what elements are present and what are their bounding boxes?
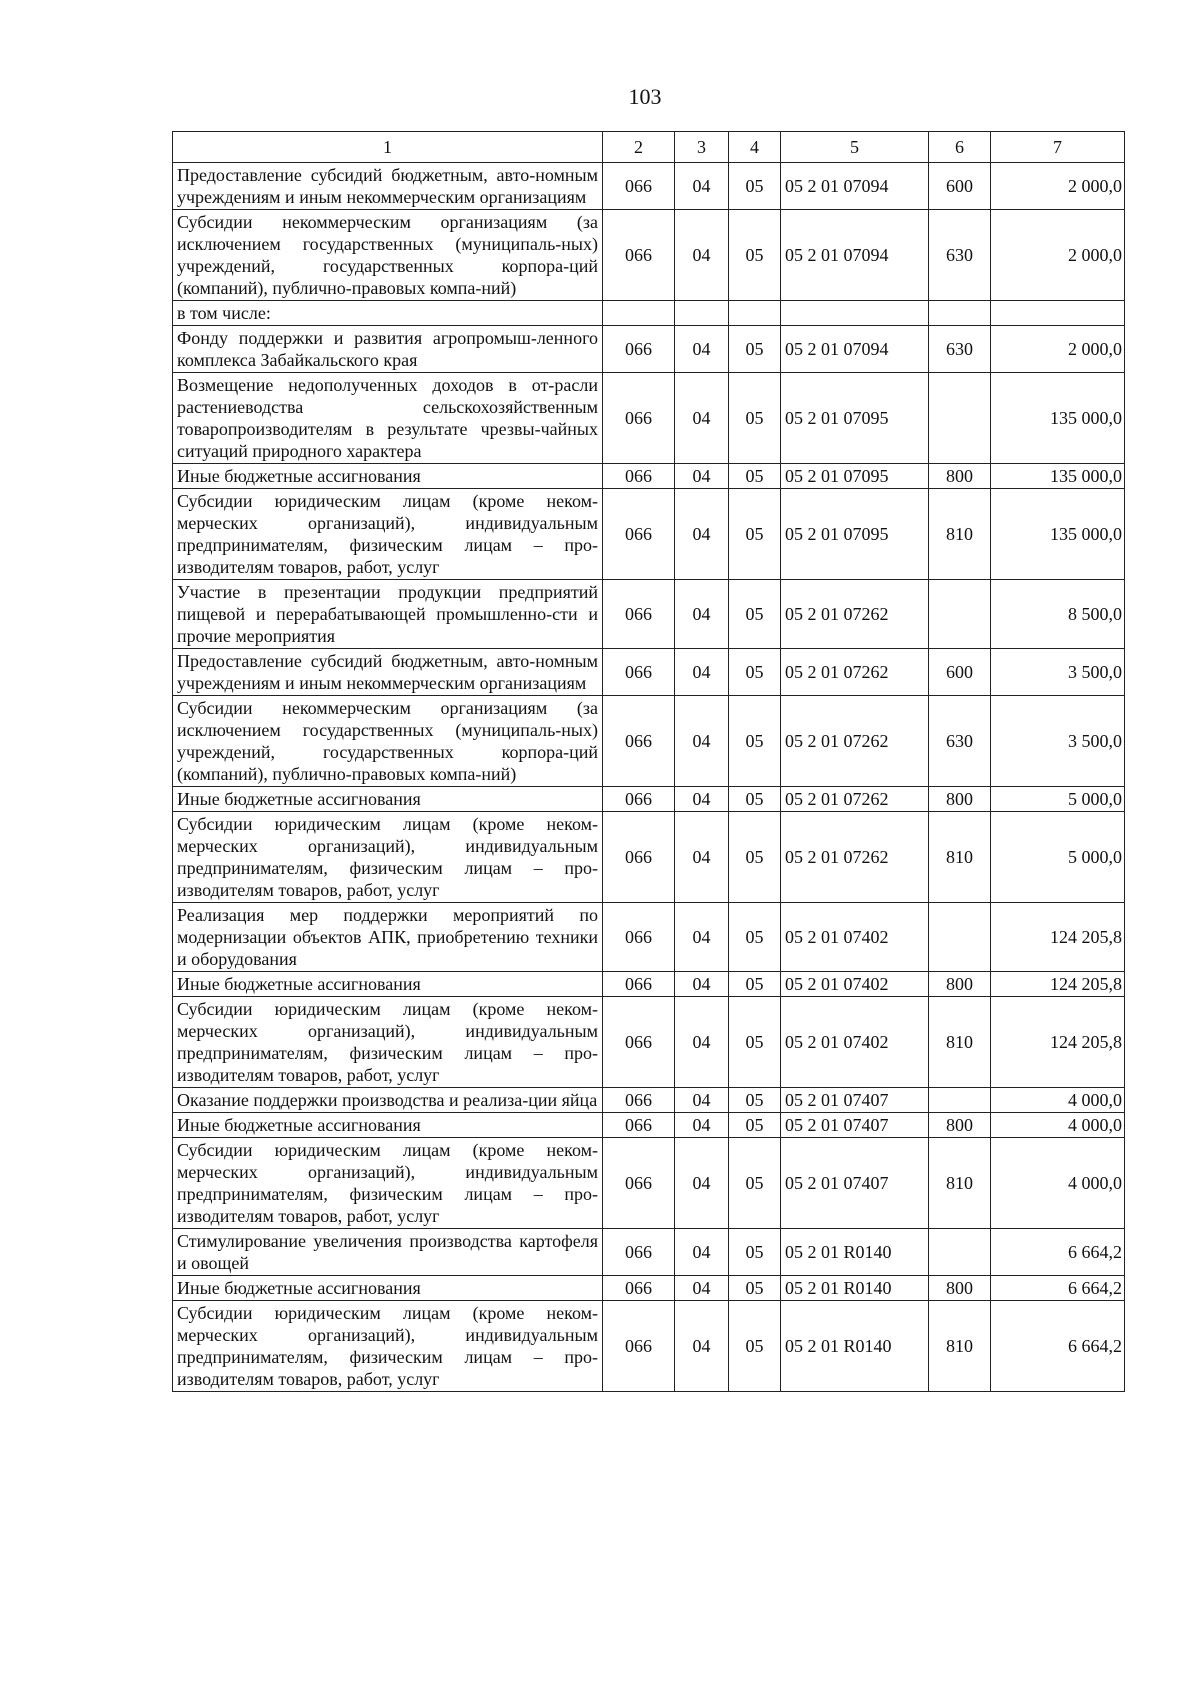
admin-code-cell: 066 (603, 787, 675, 812)
amount-cell: 6 664,2 (991, 1276, 1125, 1301)
row-name-cell: Иные бюджетные ассигнования (173, 1276, 603, 1301)
row-name-cell: в том числе: (173, 301, 603, 326)
header-cell: 7 (991, 132, 1125, 163)
admin-code-cell: 066 (603, 1276, 675, 1301)
expense-type-cell: 800 (929, 1113, 991, 1138)
subsection-cell: 05 (729, 373, 781, 464)
row-name-cell: Субсидии юридическим лицам (кроме неком-мерческих организаций), индивидуальным предпринимателям, физическим лицам – про-изводителям товаров, работ, услуг (173, 1301, 603, 1392)
expense-type-cell: 810 (929, 1301, 991, 1392)
subsection-cell: 05 (729, 1229, 781, 1276)
section-cell: 04 (675, 787, 729, 812)
amount-cell: 4 000,0 (991, 1088, 1125, 1113)
target-article-cell: 05 2 01 07407 (781, 1088, 929, 1113)
amount-cell: 124 205,8 (991, 972, 1125, 997)
subsection-cell: 05 (729, 972, 781, 997)
table-row (173, 1301, 1125, 1392)
section-cell: 04 (675, 580, 729, 649)
row-name-cell: Субсидии юридическим лицам (кроме неком-мерческих организаций), индивидуальным предпринимателям, физическим лицам – про-изводителям товаров, работ, услуг (173, 1138, 603, 1229)
amount-cell: 3 500,0 (991, 649, 1125, 696)
expense-type-cell: 810 (929, 997, 991, 1088)
section-cell: 04 (675, 1088, 729, 1113)
header-cell: 3 (675, 132, 729, 163)
subsection-cell: 05 (729, 696, 781, 787)
expense-type-cell (929, 903, 991, 972)
admin-code-cell: 066 (603, 997, 675, 1088)
expense-type-cell: 800 (929, 1276, 991, 1301)
row-name-cell: Субсидии юридическим лицам (кроме неком-мерческих организаций), индивидуальным предпринимателям, физическим лицам – про-изводителям товаров, работ, услуг (173, 812, 603, 903)
admin-code-cell: 066 (603, 1138, 675, 1229)
expense-type-cell: 630 (929, 326, 991, 373)
table-row (173, 696, 1125, 787)
amount-cell: 124 205,8 (991, 903, 1125, 972)
table-row (173, 301, 1125, 326)
admin-code-cell: 066 (603, 163, 675, 210)
table-row (173, 903, 1125, 972)
section-cell: 04 (675, 163, 729, 210)
expense-type-cell: 800 (929, 464, 991, 489)
table-row (173, 787, 1125, 812)
row-name-cell: Стимулирование увеличения производства картофеля и овощей (173, 1229, 603, 1276)
table-row (173, 997, 1125, 1088)
table-row (173, 580, 1125, 649)
header-cell: 2 (603, 132, 675, 163)
target-article-cell (781, 301, 929, 326)
section-cell: 04 (675, 903, 729, 972)
subsection-cell: 05 (729, 649, 781, 696)
table-row (173, 649, 1125, 696)
subsection-cell: 05 (729, 163, 781, 210)
budget-table (172, 131, 1125, 1392)
expense-type-cell: 800 (929, 972, 991, 997)
target-article-cell: 05 2 01 07095 (781, 373, 929, 464)
section-cell: 04 (675, 464, 729, 489)
section-cell: 04 (675, 649, 729, 696)
amount-cell: 135 000,0 (991, 489, 1125, 580)
admin-code-cell: 066 (603, 464, 675, 489)
target-article-cell: 05 2 01 07262 (781, 787, 929, 812)
table-row (173, 373, 1125, 464)
table-row (173, 489, 1125, 580)
amount-cell: 2 000,0 (991, 326, 1125, 373)
expense-type-cell (929, 1229, 991, 1276)
admin-code-cell (603, 301, 675, 326)
row-name-cell: Иные бюджетные ассигнования (173, 972, 603, 997)
amount-cell: 135 000,0 (991, 373, 1125, 464)
section-cell: 04 (675, 997, 729, 1088)
section-cell: 04 (675, 1138, 729, 1229)
target-article-cell: 05 2 01 07402 (781, 903, 929, 972)
table-row (173, 163, 1125, 210)
amount-cell: 6 664,2 (991, 1301, 1125, 1392)
amount-cell: 4 000,0 (991, 1113, 1125, 1138)
header-cell: 6 (929, 132, 991, 163)
admin-code-cell: 066 (603, 1229, 675, 1276)
section-cell: 04 (675, 326, 729, 373)
table-row (173, 812, 1125, 903)
table-row (173, 1229, 1125, 1276)
section-cell: 04 (675, 1113, 729, 1138)
subsection-cell: 05 (729, 1113, 781, 1138)
subsection-cell: 05 (729, 1138, 781, 1229)
section-cell: 04 (675, 1229, 729, 1276)
subsection-cell: 05 (729, 326, 781, 373)
admin-code-cell: 066 (603, 210, 675, 301)
amount-cell: 5 000,0 (991, 812, 1125, 903)
expense-type-cell: 810 (929, 489, 991, 580)
section-cell: 04 (675, 210, 729, 301)
table-row (173, 1088, 1125, 1113)
amount-cell: 135 000,0 (991, 464, 1125, 489)
page-number: 103 (628, 84, 662, 109)
amount-cell: 3 500,0 (991, 696, 1125, 787)
amount-cell: 2 000,0 (991, 163, 1125, 210)
subsection-cell (729, 301, 781, 326)
target-article-cell: 05 2 01 07407 (781, 1138, 929, 1229)
row-name-cell: Оказание поддержки производства и реализа-ции яйца (173, 1088, 603, 1113)
row-name-cell: Участие в презентации продукции предприятий пищевой и перерабатывающей промышленно-сти и прочие мероприятия (173, 580, 603, 649)
expense-type-cell (929, 1088, 991, 1113)
section-cell: 04 (675, 373, 729, 464)
row-name-cell: Возмещение недополученных доходов в от-расли растениеводства сельскохозяйственным товаропроизводителям в результате чрезвы-чайных ситуаций природного характера (173, 373, 603, 464)
row-name-cell: Иные бюджетные ассигнования (173, 1113, 603, 1138)
target-article-cell: 05 2 01 07262 (781, 812, 929, 903)
admin-code-cell: 066 (603, 326, 675, 373)
subsection-cell: 05 (729, 903, 781, 972)
target-article-cell: 05 2 01 07094 (781, 210, 929, 301)
row-name-cell: Предоставление субсидий бюджетным, авто-номным учреждениям и иным некоммерческим организациям (173, 163, 603, 210)
subsection-cell: 05 (729, 1088, 781, 1113)
admin-code-cell: 066 (603, 1088, 675, 1113)
admin-code-cell: 066 (603, 1113, 675, 1138)
section-cell: 04 (675, 696, 729, 787)
table-row (173, 1276, 1125, 1301)
section-cell: 04 (675, 1301, 729, 1392)
target-article-cell: 05 2 01 07095 (781, 489, 929, 580)
row-name-cell: Иные бюджетные ассигнования (173, 787, 603, 812)
row-name-cell: Субсидии юридическим лицам (кроме неком-мерческих организаций), индивидуальным предпринимателям, физическим лицам – про-изводителям товаров, работ, услуг (173, 997, 603, 1088)
section-cell: 04 (675, 972, 729, 997)
target-article-cell: 05 2 01 07262 (781, 696, 929, 787)
table-row (173, 326, 1125, 373)
table-row (173, 972, 1125, 997)
amount-cell (991, 301, 1125, 326)
target-article-cell: 05 2 01 R0140 (781, 1301, 929, 1392)
row-name-cell: Иные бюджетные ассигнования (173, 464, 603, 489)
subsection-cell: 05 (729, 489, 781, 580)
subsection-cell: 05 (729, 1276, 781, 1301)
section-cell: 04 (675, 489, 729, 580)
target-article-cell: 05 2 01 07402 (781, 972, 929, 997)
header-cell: 5 (781, 132, 929, 163)
section-cell: 04 (675, 1276, 729, 1301)
expense-type-cell: 810 (929, 812, 991, 903)
subsection-cell: 05 (729, 787, 781, 812)
admin-code-cell: 066 (603, 649, 675, 696)
target-article-cell: 05 2 01 07402 (781, 997, 929, 1088)
subsection-cell: 05 (729, 210, 781, 301)
subsection-cell: 05 (729, 812, 781, 903)
section-cell: 04 (675, 812, 729, 903)
admin-code-cell: 066 (603, 373, 675, 464)
expense-type-cell: 800 (929, 787, 991, 812)
table-row (173, 1138, 1125, 1229)
expense-type-cell: 630 (929, 696, 991, 787)
target-article-cell: 05 2 01 07262 (781, 580, 929, 649)
table-row (173, 464, 1125, 489)
admin-code-cell: 066 (603, 1301, 675, 1392)
amount-cell: 2 000,0 (991, 210, 1125, 301)
row-name-cell: Субсидии юридическим лицам (кроме неком-мерческих организаций), индивидуальным предпринимателям, физическим лицам – про-изводителям товаров, работ, услуг (173, 489, 603, 580)
target-article-cell: 05 2 01 07094 (781, 326, 929, 373)
row-name-cell: Субсидии некоммерческим организациям (за исключением государственных (муниципаль-ных) учреждений, государственных корпора-ций (компаний), публично-правовых компа-ний) (173, 696, 603, 787)
subsection-cell: 05 (729, 464, 781, 489)
expense-type-cell (929, 301, 991, 326)
admin-code-cell: 066 (603, 489, 675, 580)
amount-cell: 124 205,8 (991, 997, 1125, 1088)
target-article-cell: 05 2 01 R0140 (781, 1229, 929, 1276)
target-article-cell: 05 2 01 07262 (781, 649, 929, 696)
target-article-cell: 05 2 01 07095 (781, 464, 929, 489)
target-article-cell: 05 2 01 R0140 (781, 1276, 929, 1301)
admin-code-cell: 066 (603, 812, 675, 903)
expense-type-cell (929, 580, 991, 649)
subsection-cell: 05 (729, 1301, 781, 1392)
amount-cell: 8 500,0 (991, 580, 1125, 649)
row-name-cell: Фонду поддержки и развития агропромыш-ленного комплекса Забайкальского края (173, 326, 603, 373)
expense-type-cell (929, 373, 991, 464)
header-cell: 1 (173, 132, 603, 163)
admin-code-cell: 066 (603, 903, 675, 972)
admin-code-cell: 066 (603, 972, 675, 997)
admin-code-cell: 066 (603, 696, 675, 787)
subsection-cell: 05 (729, 997, 781, 1088)
row-name-cell: Предоставление субсидий бюджетным, авто-номным учреждениям и иным некоммерческим организациям (173, 649, 603, 696)
table-row (173, 1113, 1125, 1138)
row-name-cell: Субсидии некоммерческим организациям (за исключением государственных (муниципаль-ных) учреждений, государственных корпора-ций (компаний), публично-правовых компа-ний) (173, 210, 603, 301)
header-cell: 4 (729, 132, 781, 163)
expense-type-cell: 600 (929, 163, 991, 210)
expense-type-cell: 630 (929, 210, 991, 301)
section-cell (675, 301, 729, 326)
expense-type-cell: 810 (929, 1138, 991, 1229)
amount-cell: 6 664,2 (991, 1229, 1125, 1276)
table-row (173, 210, 1125, 301)
target-article-cell: 05 2 01 07407 (781, 1113, 929, 1138)
row-name-cell: Реализация мер поддержки мероприятий по модернизации объектов АПК, приобретению техники и оборудования (173, 903, 603, 972)
expense-type-cell: 600 (929, 649, 991, 696)
amount-cell: 5 000,0 (991, 787, 1125, 812)
admin-code-cell: 066 (603, 580, 675, 649)
subsection-cell: 05 (729, 580, 781, 649)
amount-cell: 4 000,0 (991, 1138, 1125, 1229)
target-article-cell: 05 2 01 07094 (781, 163, 929, 210)
header-row (173, 132, 1125, 163)
